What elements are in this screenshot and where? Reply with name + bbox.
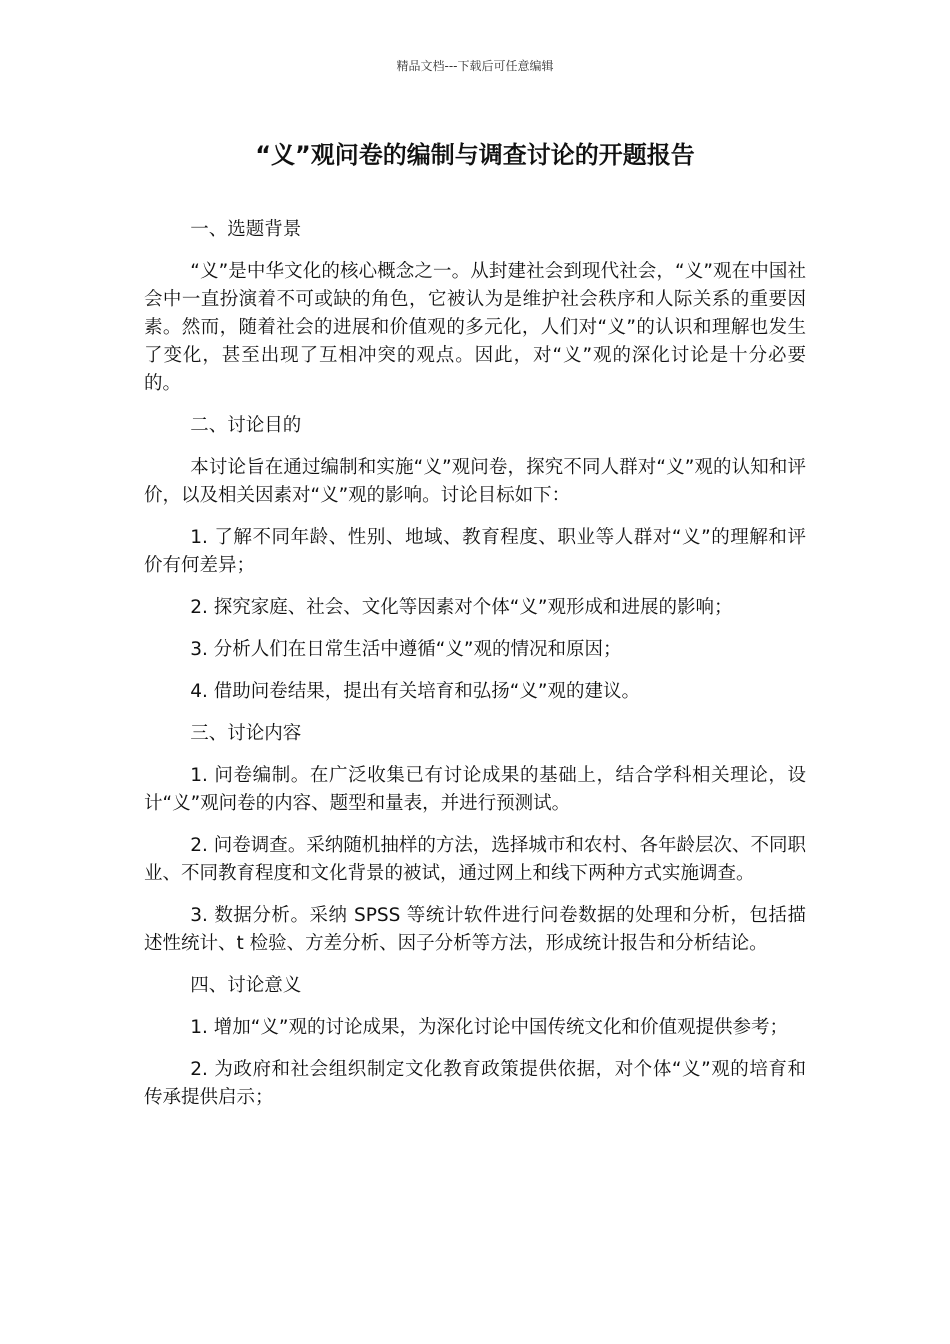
significance-item-2: 2. 为政府和社会组织制定文化教育政策提供依据，对个体“义”观的培育和传承提供启示； <box>144 1059 806 1108</box>
section-heading-background: 一、选题背景 <box>190 219 302 240</box>
purpose-item-1: 1. 了解不同年龄、性别、地域、教育程度、职业等人群对“义”的理解和评价有何差异； <box>144 527 806 576</box>
purpose-item-3: 3. 分析人们在日常生活中遵循“义”观的情况和原因； <box>190 639 622 660</box>
content-item-2: 2. 问卷调查。采纳随机抽样的方法，选择城市和农村、各年龄层次、不同职业、不同教育程度和文化背景的被试，通过网上和线下两种方式实施调查。 <box>144 835 806 884</box>
purpose-item-4: 4. 借助问卷结果，提出有关培育和弘扬“义”观的建议。 <box>190 681 640 702</box>
section-heading-content: 三、讨论内容 <box>190 723 302 744</box>
document-title: “义”观问卷的编制与调查讨论的开题报告 <box>255 141 695 169</box>
purpose-item-2: 2. 探究家庭、社会、文化等因素对个体“义”观形成和进展的影响； <box>190 597 733 618</box>
header-note: 精品文档---下载后可任意编辑 <box>396 59 554 73</box>
paragraph-purpose: 本讨论旨在通过编制和实施“义”观问卷，探究不同人群对“义”观的认知和评价，以及相关因素对“义”观的影响。讨论目标如下： <box>144 457 806 506</box>
document-body <box>144 216 806 1126</box>
content-item-3: 3. 数据分析。采纳 SPSS 等统计软件进行问卷数据的处理和分析，包括描述性统计、t 检验、方差分析、因子分析等方法，形成统计报告和分析结论。 <box>144 905 806 954</box>
section-heading-purpose: 二、讨论目的 <box>190 415 302 436</box>
significance-item-1: 1. 增加“义”观的讨论成果，为深化讨论中国传统文化和价值观提供参考； <box>190 1017 788 1038</box>
section-heading-significance: 四、讨论意义 <box>190 975 302 996</box>
content-item-1: 1. 问卷编制。在广泛收集已有讨论成果的基础上，结合学科相关理论，设计“义”观问卷的内容、题型和量表，并进行预测试。 <box>144 765 806 814</box>
paragraph-background: “义”是中华文化的核心概念之一。从封建社会到现代社会，“义”观在中国社会中一直扮演着不可或缺的角色，它被认为是维护社会秩序和人际关系的重要因素。然而，随着社会的进展和价值观的多元化，人们对“义”的认识和理解也发生了变化，甚至出现了互相冲突的观点。因此，对“义”观的深化讨论是十分必要的。 <box>144 261 806 394</box>
